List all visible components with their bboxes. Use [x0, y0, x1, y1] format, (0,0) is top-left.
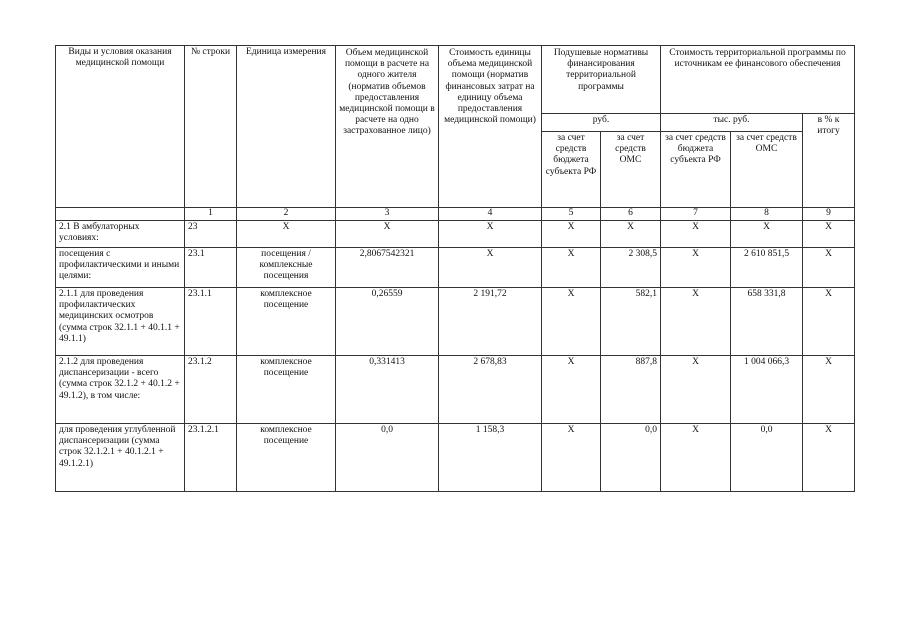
column-number: 1 — [185, 208, 237, 221]
column-number: 7 — [661, 208, 731, 221]
cell-total-budget: Х — [661, 356, 731, 424]
column-number: 6 — [601, 208, 661, 221]
cell-percap-oms: Х — [601, 221, 661, 248]
header-unit-cost: Стоимость единицы объема медицинской помощи (норматив финансовых затрат на единицу объема предоставления медицинской помощи) — [439, 46, 542, 208]
header-unit-rub: руб. — [542, 114, 661, 132]
cell-volume: 0,0 — [336, 424, 439, 492]
cell-percap-budget: Х — [542, 288, 601, 356]
cell-percap-oms: 887,8 — [601, 356, 661, 424]
column-number-row — [56, 208, 855, 221]
column-number: 4 — [439, 208, 542, 221]
column-number: 2 — [237, 208, 336, 221]
cell-unit: посещения / комплексные посещения — [237, 248, 336, 288]
cell-percap-oms: 2 308,5 — [601, 248, 661, 288]
cell-total-oms: 1 004 066,3 — [731, 356, 803, 424]
header-unit: Единица измерения — [237, 46, 336, 208]
cell-volume: 2,8067542321 — [336, 248, 439, 288]
cell-row-number: 23.1 — [185, 248, 237, 288]
header-row-number: № строки — [185, 46, 237, 208]
header-unit-thousand-rub: тыс. руб. — [661, 114, 803, 132]
column-number: 5 — [542, 208, 601, 221]
cell-percap-budget: Х — [542, 424, 601, 492]
cell-volume: 0,331413 — [336, 356, 439, 424]
cell-total-budget: Х — [661, 288, 731, 356]
column-number: 8 — [731, 208, 803, 221]
cell-volume: Х — [336, 221, 439, 248]
table-row — [56, 288, 855, 356]
cell-unit: комплексное посещение — [237, 424, 336, 492]
cell-total-budget: Х — [661, 248, 731, 288]
cell-name: посещения с профилактическими и иными целями: — [56, 248, 185, 288]
cell-unit-cost: 2 678,83 — [439, 356, 542, 424]
cell-unit-cost: Х — [439, 248, 542, 288]
cell-name: для проведения углубленной диспансеризации (сумма строк 32.1.2.1 + 40.1.2.1 + 49.1.2.1) — [56, 424, 185, 492]
cell-percent: Х — [803, 424, 855, 492]
cell-total-oms: 0,0 — [731, 424, 803, 492]
cell-name: 2.1.1 для проведения профилактических медицинских осмотров (сумма строк 32.1.1 + 40.1.1 + 49.1.1) — [56, 288, 185, 356]
cell-percap-budget: Х — [542, 248, 601, 288]
cell-percap-oms: 582,1 — [601, 288, 661, 356]
table-row — [56, 221, 855, 248]
cell-percent: Х — [803, 221, 855, 248]
table-row — [56, 424, 855, 492]
header-per-capita: Подушевые нормативы финансирования территориальной программы — [542, 46, 661, 114]
cell-percap-budget: Х — [542, 356, 601, 424]
cell-name: 2.1 В амбулаторных условиях: — [56, 221, 185, 248]
header-total-cost: Стоимость территориальной программы по источникам ее финансового обеспечения — [661, 46, 855, 114]
header-total-budget: за счет средств бюджета субъекта РФ — [661, 132, 731, 208]
cell-row-number: 23.1.2.1 — [185, 424, 237, 492]
table-row — [56, 356, 855, 424]
cell-percent: Х — [803, 248, 855, 288]
cell-total-oms: Х — [731, 221, 803, 248]
cell-unit-cost: 2 191,72 — [439, 288, 542, 356]
cell-unit: комплексное посещение — [237, 288, 336, 356]
cell-unit: Х — [237, 221, 336, 248]
header-volume: Объем медицинской помощи в расчете на одного жителя (норматив объемов предоставления медицинской помощи в расчете на одно застрахованное лицо) — [336, 46, 439, 208]
cell-percent: Х — [803, 288, 855, 356]
cell-row-number: 23.1.1 — [185, 288, 237, 356]
header-percap-oms: за счет средств ОМС — [601, 132, 661, 208]
cell-name: 2.1.2 для проведения диспансеризации - всего (сумма строк 32.1.2 + 40.1.2 + 49.1.2), в том числе: — [56, 356, 185, 424]
cell-unit-cost: 1 158,3 — [439, 424, 542, 492]
cell-percent: Х — [803, 356, 855, 424]
cell-total-budget: Х — [661, 424, 731, 492]
header-type: Виды и условия оказания медицинской помощи — [56, 46, 185, 208]
header-total-oms: за счет средств ОМС — [731, 132, 803, 208]
cell-unit-cost: Х — [439, 221, 542, 248]
cell-unit: комплексное посещение — [237, 356, 336, 424]
cell-row-number: 23.1.2 — [185, 356, 237, 424]
header-percent-of-total: в % к итогу — [803, 114, 855, 208]
cell-volume: 0,26559 — [336, 288, 439, 356]
financing-table — [55, 45, 855, 492]
cell-total-budget: Х — [661, 221, 731, 248]
column-number: 3 — [336, 208, 439, 221]
table-row — [56, 248, 855, 288]
cell-total-oms: 2 610 851,5 — [731, 248, 803, 288]
column-number-blank — [56, 208, 185, 221]
cell-percap-budget: Х — [542, 221, 601, 248]
column-number: 9 — [803, 208, 855, 221]
cell-total-oms: 658 331,8 — [731, 288, 803, 356]
header-percap-budget: за счет средств бюджета субъекта РФ — [542, 132, 601, 208]
cell-row-number: 23 — [185, 221, 237, 248]
cell-percap-oms: 0,0 — [601, 424, 661, 492]
